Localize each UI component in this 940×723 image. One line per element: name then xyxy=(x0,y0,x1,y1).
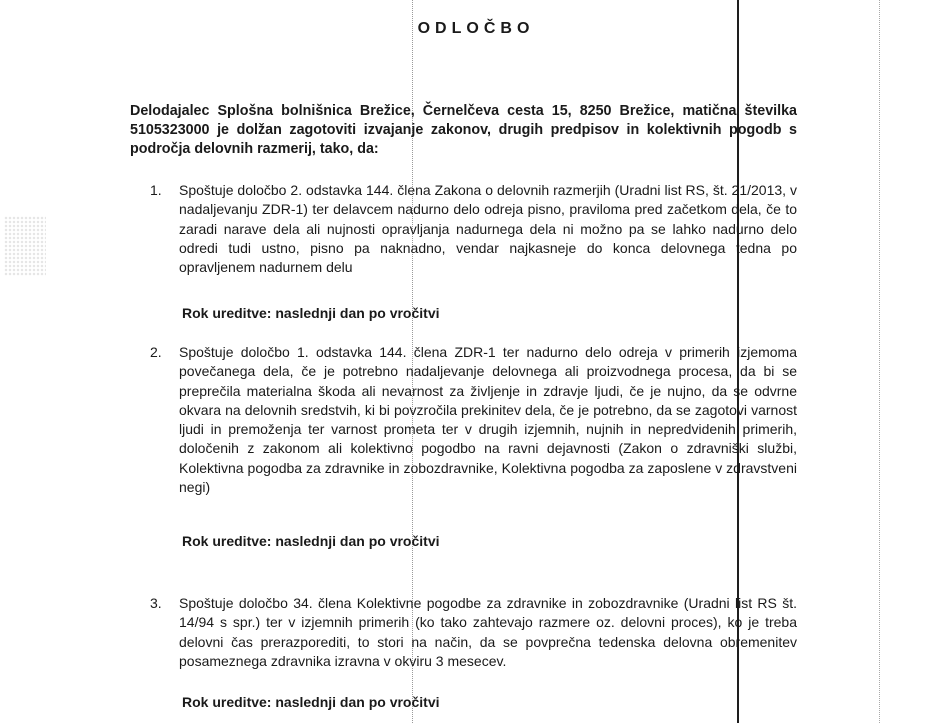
deadline-2: Rok ureditve: naslednji dan po vročitvi xyxy=(182,533,440,549)
document-title xyxy=(0,20,940,38)
deadline-1: Rok ureditve: naslednji dan po vročitvi xyxy=(182,305,440,321)
item-number: 1. xyxy=(150,182,162,198)
item-text: Spoštuje določbo 34. člena Kolektivne pogodbe za zdravnike in zobozdravnike (Uradni list RS št. 14/94 s spr.) ter v izjemnih primerih (ko tako zahtevajo razmere oz. delovni proces), ko je treba delovni čas prerazporediti, to stori na način, da se povprečna tedenska delovna obremenitev posameznega zdravnika izravna v okviru 3 mesecev. xyxy=(179,595,797,669)
item-number: 2. xyxy=(150,344,162,360)
fold-line xyxy=(879,0,880,723)
list-item-1 xyxy=(150,181,797,277)
item-text: Spoštuje določbo 2. odstavka 144. člena Zakona o delovnih razmerjih (Uradni list RS, št. 21/2013, v nadaljevanju ZDR-1) ter delavcem nadurno delo odreja pisno, praviloma pred začetkom dela, če to zaradi narave dela ali nujnosti opravljanja nadurnega dela ni možno pa se lahko nadurno delo odredi tudi ustno, pisno pa naknadno, vendar najkasneje do konca delovnega tedna po opravljenem nadurnem delu xyxy=(179,182,797,276)
deadline-3: Rok ureditve: naslednji dan po vročitvi xyxy=(182,694,440,710)
scan-speckle xyxy=(4,216,46,276)
intro-paragraph: Delodajalec Splošna bolnišnica Brežice, Černelčeva cesta 15, 8250 Brežice, matična številka 5105323000 je dolžan zagotoviti izvajanje zakonov, drugih predpisov in kolektivnih pogodb s področja delovnih razmerij, tako, da: xyxy=(130,103,797,157)
list-item-3 xyxy=(150,594,797,671)
list-item-2 xyxy=(150,343,797,497)
document-title-text: ODLOČBO xyxy=(417,20,535,37)
item-number: 3. xyxy=(150,595,162,611)
item-text: Spoštuje določbo 1. odstavka 144. člena ZDR-1 ter nadurno delo odreja v primerih izjemoma povečanega dela, če je potrebno nadaljevanje delovnega ali proizvodnega procesa, da bi se preprečila materialna škoda ali nevarnost za življenje in zdravje ljudi, če je nujno, da se odvrne okvara na delovnih sredstvih, ki bi povzročila prekinitev dela, če je potrebno, da se zagotovi varnost ljudi in premoženja ter varnost prometa ter v drugih izjemnih, nujnih in nepredvidenih primerih, določenih z zakonom ali kolektivno pogodbo na ravni dejavnosti (Zakon o zdravniški službi, Kolektivna pogodba za zdravnike in zobozdravnike, Kolektivna pogodba za zaposlene v zdravstveni negi) xyxy=(179,344,797,496)
